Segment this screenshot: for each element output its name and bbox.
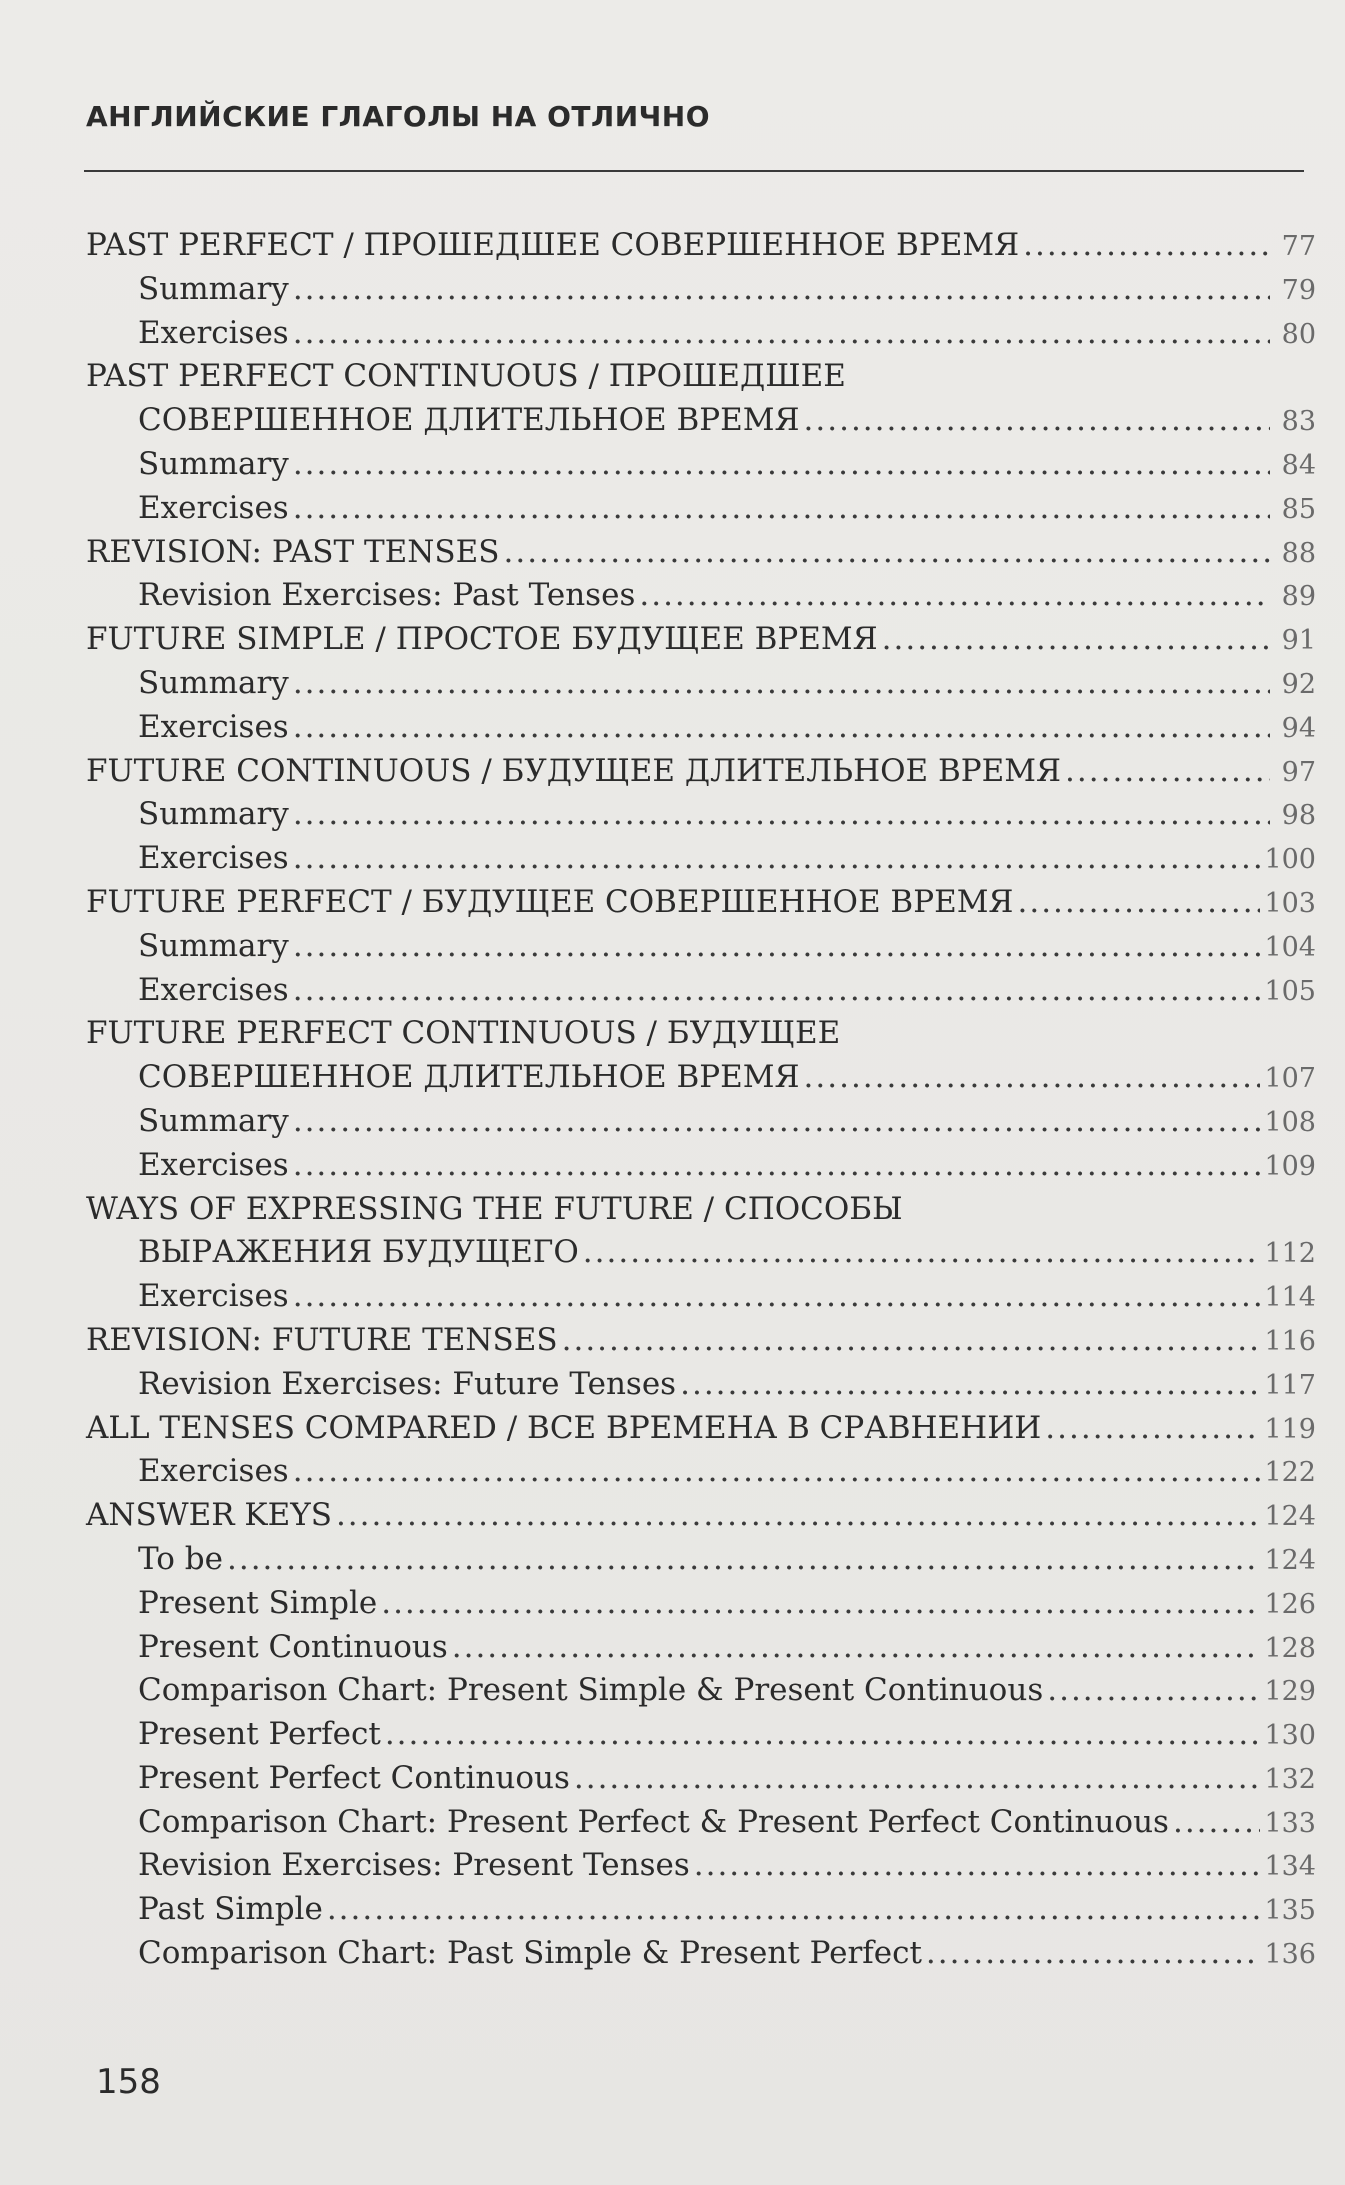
toc-dot-leader [336, 1494, 1261, 1538]
toc-subentry [86, 1626, 1316, 1670]
toc-entry-title: СОВЕРШЕННОЕ ДЛИТЕЛЬНОЕ ВРЕМЯ [138, 402, 800, 439]
toc-entry-page: 83 [1281, 406, 1316, 438]
toc-entry-title: ANSWER KEYS [86, 1497, 332, 1534]
toc-entry-title: REVISION: FUTURE TENSES [86, 1321, 558, 1358]
toc-entry-title: FUTURE CONTINUOUS / БУДУЩЕЕ ДЛИТЕЛЬНОЕ ВРЕМЯ [86, 752, 1062, 789]
toc-dot-leader [385, 1713, 1261, 1757]
toc-section-entry [86, 355, 1316, 399]
toc-dot-leader [293, 443, 1270, 487]
toc-subentry [86, 1582, 1316, 1626]
header-rule [84, 170, 1304, 172]
toc-section-entry [86, 1012, 1316, 1056]
toc-entry-page: 91 [1281, 625, 1316, 657]
toc-entry-page: 116 [1264, 1325, 1316, 1357]
toc-subentry [86, 706, 1316, 750]
toc-section-entry [86, 531, 1316, 575]
toc-dot-leader [293, 268, 1270, 312]
toc-subentry [86, 662, 1316, 706]
toc-entry-page: 134 [1264, 1851, 1316, 1883]
toc-entry-page: 104 [1264, 931, 1316, 963]
toc-dot-leader [562, 1319, 1261, 1363]
toc-subentry [86, 837, 1316, 881]
toc-entry-title: Past Simple [138, 1891, 323, 1928]
toc-dot-leader [1047, 1669, 1260, 1713]
page-number: 158 [96, 2062, 161, 2102]
toc-entry-title: FUTURE SIMPLE / ПРОСТОЕ БУДУЩЕЕ ВРЕМЯ [86, 621, 878, 658]
toc-dot-leader [804, 1056, 1261, 1100]
toc-dot-leader [293, 793, 1270, 837]
toc-dot-leader [293, 1275, 1261, 1319]
toc-entry-title: WAYS OF EXPRESSING THE FUTURE / СПОСОБЫ [86, 1190, 903, 1227]
toc-dot-leader [293, 1450, 1261, 1494]
toc-dot-leader [293, 487, 1270, 531]
toc-entry-page: 105 [1264, 975, 1316, 1007]
toc-entry-page: 88 [1281, 537, 1316, 569]
toc-entry-page: 94 [1281, 712, 1316, 744]
toc-dot-leader [1173, 1801, 1260, 1845]
toc-section-entry [86, 224, 1316, 268]
toc-entry-title: Comparison Chart: Present Perfect & Present Perfect Continuous [138, 1803, 1169, 1840]
toc-entry-title: FUTURE PERFECT CONTINUOUS / БУДУЩЕЕ [86, 1015, 841, 1052]
toc-subentry [86, 925, 1316, 969]
toc-dot-leader [293, 837, 1261, 881]
toc-entry-title: Exercises [138, 1146, 289, 1183]
toc-dot-leader [293, 706, 1270, 750]
toc-entry-page: 122 [1264, 1457, 1316, 1489]
toc-section-entry [86, 1407, 1316, 1451]
toc-entry-title: Present Perfect [138, 1716, 381, 1753]
toc-subentry [86, 1056, 1316, 1100]
toc-entry-page: 132 [1264, 1763, 1316, 1795]
toc-dot-leader [293, 969, 1261, 1013]
toc-subentry [86, 268, 1316, 312]
toc-dot-leader [1045, 1407, 1260, 1451]
toc-entry-page: 100 [1264, 844, 1316, 876]
toc-entry-title: СОВЕРШЕННОЕ ДЛИТЕЛЬНОЕ ВРЕМЯ [138, 1059, 800, 1096]
toc-entry-page: 126 [1264, 1588, 1316, 1620]
toc-entry-page: 119 [1264, 1413, 1316, 1445]
toc-subentry [86, 1888, 1316, 1932]
toc-dot-leader [293, 312, 1270, 356]
toc-subentry [86, 1801, 1316, 1845]
toc-subentry [86, 969, 1316, 1013]
toc-subentry [86, 487, 1316, 531]
toc-entry-title: Exercises [138, 708, 289, 745]
toc-entry-page: 129 [1264, 1676, 1316, 1708]
toc-dot-leader [1065, 750, 1270, 794]
toc-subentry [86, 1144, 1316, 1188]
toc-entry-title: Exercises [138, 840, 289, 877]
toc-entry-page: 114 [1264, 1282, 1316, 1314]
toc-entry-page: 107 [1264, 1063, 1316, 1095]
toc-entry-title: Present Perfect Continuous [138, 1759, 570, 1796]
toc-entry-title: Summary [138, 927, 289, 964]
toc-entry-title: ALL TENSES COMPARED / ВСЕ ВРЕМЕНА В СРАВНЕНИИ [86, 1409, 1042, 1446]
toc-subentry [86, 1932, 1316, 1976]
toc-entry-page: 85 [1281, 493, 1316, 525]
toc-subentry [86, 399, 1316, 443]
toc-section-entry [86, 618, 1316, 662]
toc-dot-leader [680, 1363, 1260, 1407]
toc-subentry [86, 1538, 1316, 1582]
toc-entry-page: 97 [1281, 756, 1316, 788]
toc-entry-title: To be [138, 1540, 223, 1577]
toc-entry-page: 124 [1264, 1544, 1316, 1576]
toc-entry-page: 136 [1264, 1939, 1316, 1971]
toc-entry-title: ВЫРАЖЕНИЯ БУДУЩЕГО [138, 1234, 579, 1271]
toc-entry-title: Exercises [138, 314, 289, 351]
toc-entry-page: 80 [1281, 318, 1316, 350]
toc-entry-title: Exercises [138, 971, 289, 1008]
toc-section-entry [86, 881, 1316, 925]
toc-entry-title: Present Simple [138, 1584, 378, 1621]
toc-entry-title: Summary [138, 445, 289, 482]
toc-section-entry [86, 1494, 1316, 1538]
toc-section-entry [86, 1319, 1316, 1363]
toc-dot-leader [583, 1231, 1261, 1275]
toc-entry-title: PAST PERFECT CONTINUOUS / ПРОШЕДШЕЕ [86, 358, 846, 395]
toc-subentry [86, 443, 1316, 487]
toc-entry-page: 117 [1264, 1369, 1316, 1401]
toc-entry-title: Exercises [138, 1278, 289, 1315]
toc-entry-page: 133 [1264, 1807, 1316, 1839]
toc-dot-leader [639, 574, 1270, 618]
toc-entry-title: Revision Exercises: Present Tenses [138, 1847, 690, 1884]
toc-entry-title: Comparison Chart: Present Simple & Present Continuous [138, 1672, 1044, 1709]
toc-entry-title: Summary [138, 1102, 289, 1139]
toc-subentry [86, 1844, 1316, 1888]
toc-entry-page: 109 [1264, 1150, 1316, 1182]
toc-entry-page: 112 [1264, 1238, 1316, 1270]
toc-dot-leader [293, 662, 1270, 706]
toc-entry-title: Summary [138, 664, 289, 701]
toc-subentry [86, 1757, 1316, 1801]
toc-dot-leader [293, 1100, 1261, 1144]
toc-subentry [86, 793, 1316, 837]
toc-dot-leader [504, 531, 1270, 575]
toc-dot-leader [926, 1932, 1261, 1976]
toc-entry-page: 130 [1264, 1720, 1316, 1752]
toc-subentry [86, 312, 1316, 356]
toc-entry-title: REVISION: PAST TENSES [86, 533, 500, 570]
toc-dot-leader [293, 925, 1261, 969]
toc-entry-title: PAST PERFECT / ПРОШЕДШЕЕ СОВЕРШЕННОЕ ВРЕМЯ [86, 227, 1020, 263]
toc-entry-page: 103 [1264, 887, 1316, 919]
toc-dot-leader [694, 1844, 1261, 1888]
toc-entry-page: 108 [1264, 1106, 1316, 1138]
running-header: АНГЛИЙСКИЕ ГЛАГОЛЫ НА ОТЛИЧНО [86, 100, 711, 133]
toc-entry-page: 135 [1264, 1895, 1316, 1927]
toc-entry-title: Exercises [138, 1453, 289, 1490]
toc-entry-title: Summary [138, 270, 289, 307]
toc-subentry [86, 1231, 1316, 1275]
toc-subentry [86, 1669, 1316, 1713]
toc-entry-page: 128 [1264, 1632, 1316, 1664]
toc-subentry [86, 1363, 1316, 1407]
toc-dot-leader [574, 1757, 1261, 1801]
toc-entry-page: 89 [1281, 581, 1316, 613]
toc-entry-title: Present Continuous [138, 1628, 448, 1665]
toc-dot-leader [804, 399, 1270, 443]
toc-entry-page: 98 [1281, 800, 1316, 832]
toc-section-entry [86, 750, 1316, 794]
toc-subentry [86, 1713, 1316, 1757]
toc-dot-leader [1017, 881, 1260, 925]
toc-subentry [86, 1450, 1316, 1494]
toc-entry-page: 79 [1281, 274, 1316, 306]
toc-section-entry [86, 1188, 1316, 1232]
toc-entry-title: Summary [138, 796, 289, 833]
toc-entry-title: FUTURE PERFECT / БУДУЩЕЕ СОВЕРШЕННОЕ ВРЕМЯ [86, 883, 1014, 920]
toc-entry-title: Exercises [138, 489, 289, 526]
toc-entry-page: 92 [1281, 668, 1316, 700]
toc-dot-leader [1023, 224, 1270, 268]
toc-entry-title: Revision Exercises: Future Tenses [138, 1365, 677, 1402]
toc-subentry [86, 1275, 1316, 1319]
toc-entry-page: 84 [1281, 449, 1316, 481]
toc-subentry [86, 574, 1316, 618]
toc-dot-leader [882, 618, 1270, 662]
toc-entry-title: Revision Exercises: Past Tenses [138, 577, 636, 614]
toc-dot-leader [227, 1538, 1260, 1582]
table-of-contents [86, 224, 1316, 1976]
toc-dot-leader [381, 1582, 1260, 1626]
toc-entry-page: 124 [1264, 1501, 1316, 1533]
toc-entry-page: 77 [1281, 231, 1316, 262]
toc-dot-leader [293, 1144, 1261, 1188]
toc-dot-leader [327, 1888, 1261, 1932]
toc-subentry [86, 1100, 1316, 1144]
toc-entry-title: Comparison Chart: Past Simple & Present Perfect [138, 1935, 922, 1972]
toc-dot-leader [452, 1626, 1261, 1670]
